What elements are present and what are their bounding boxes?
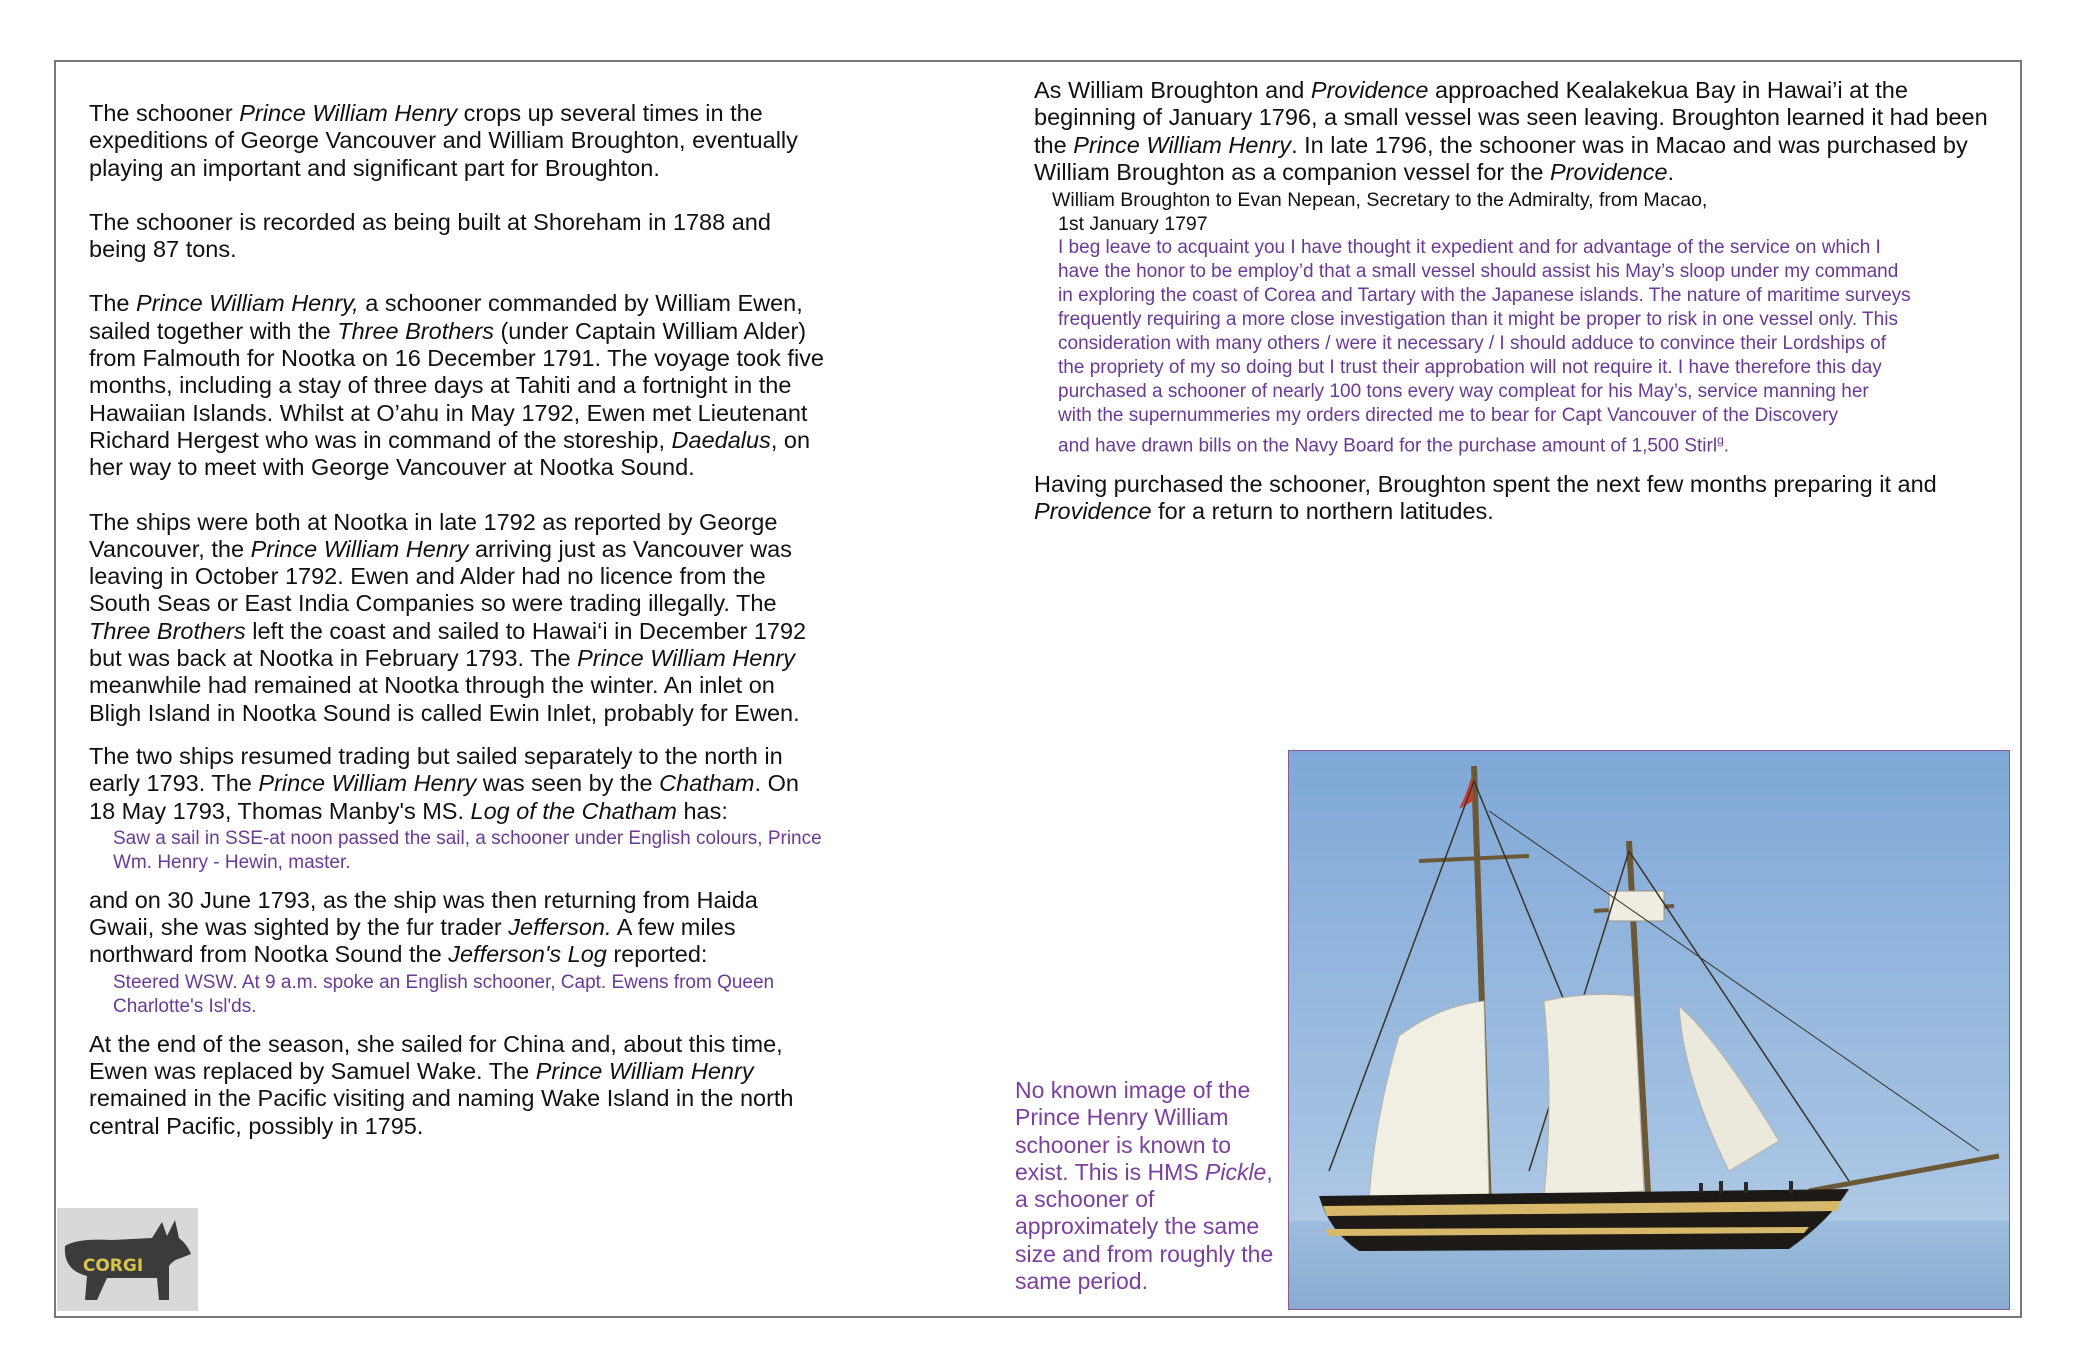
italic-text: Chatham bbox=[659, 770, 755, 797]
text-run: and on 30 June 1793, as the ship was then returning from Haida Gwaii, she was sighted by the fur trader bbox=[89, 886, 758, 941]
text-run: The bbox=[89, 290, 137, 317]
italic-text: Prince William Henry, bbox=[136, 290, 359, 317]
text-run: The schooner bbox=[89, 100, 240, 126]
text-run: for a return to northern latitudes. bbox=[1151, 497, 1494, 524]
quote-line: frequently requiring a more close investigation than it might be proper to risk in one vessel only. This bbox=[1058, 309, 1898, 331]
italic-text: Jefferson's Log bbox=[448, 941, 607, 968]
text-run: . In late 1796, the schooner was in Macao and was purchased by William Broughton as a companion vessel for the bbox=[1034, 131, 1968, 185]
quote-line: purchased a schooner of nearly 100 tons every way compleat for his May’s, service manning her bbox=[1058, 381, 1869, 403]
text-run: . bbox=[1667, 158, 1675, 185]
paragraph bbox=[89, 209, 829, 264]
image-caption bbox=[1015, 1077, 1285, 1295]
italic-text: Providence bbox=[1549, 158, 1668, 185]
italic-text: Prince William Henry bbox=[250, 535, 469, 562]
text-run: The schooner is recorded as being built at Shoreham in 1788 and being 87 tons. bbox=[89, 208, 771, 263]
quote-text: and have drawn bills on the Navy Board for the purchase amount of 1,500 Stirl bbox=[1058, 435, 1718, 457]
letter-date: 1st January 1797 bbox=[1058, 213, 1208, 236]
italic-text: Prince William Henry bbox=[239, 100, 458, 126]
text-run: arriving just as Vancouver was leaving in October 1792. Ewen and Alder had no licence from the South Seas or East India Companies so were trading illegally. The bbox=[89, 535, 792, 617]
text-run: has: bbox=[676, 797, 728, 824]
text-run: approached Kealakekua Bay in Hawai’i at the beginning of January 1796, a small vessel was seen leaving. Broughton learned it had been the bbox=[1034, 77, 1988, 158]
italic-text: Log of the Chatham bbox=[470, 797, 677, 824]
text-run: meanwhile had remained at Nootka through the winter. An inlet on Bligh Island in Nootka Sound is called Ewin Inlet, probably for Ewen. bbox=[89, 672, 800, 726]
text-run: At the end of the season, she sailed for China and, about this time, Ewen was replaced by Samuel Wake. The bbox=[89, 1030, 783, 1085]
quote-line: the propriety of my so doing but I trust their approbation will not require it. I have therefore this day bbox=[1058, 357, 1882, 379]
paragraph bbox=[89, 1031, 829, 1140]
paragraph bbox=[89, 743, 829, 825]
italic-text: Prince William Henry bbox=[1073, 131, 1292, 158]
paragraph bbox=[89, 887, 829, 969]
italic-text: Daedalus bbox=[671, 426, 771, 453]
paragraph bbox=[1034, 77, 2004, 186]
paragraph bbox=[89, 509, 829, 727]
italic-text: Pickle bbox=[1205, 1158, 1267, 1185]
text-run: a schooner commanded by William Ewen, sailed together with the bbox=[89, 290, 803, 344]
text-run: The ships were both at Nootka in late 1792 as reported by George Vancouver, the bbox=[89, 508, 778, 562]
quote-line: consideration with many others / were it necessary / I should adduce to convince their Lordships of bbox=[1058, 333, 1886, 355]
superscript: g bbox=[1717, 433, 1724, 448]
text-run: (under Captain William Alder) from Falmouth for Nootka on 16 December 1791. The voyage took five months, including a stay of three days at Tahiti and a fortnight in the Hawaiian Islands. Whilst at O’ahu in May 1792, Ewen met Lieutenant Richard Hergest who was in command of the storeship, bbox=[89, 317, 824, 453]
italic-text: Prince William Henry bbox=[535, 1058, 754, 1085]
paragraph bbox=[89, 290, 829, 481]
quote-line: I beg leave to acquaint you I have thought it expedient and for advantage of the service on which I bbox=[1058, 237, 1881, 259]
italic-text: Providence bbox=[1034, 497, 1152, 524]
italic-text: Jefferson. bbox=[508, 914, 612, 941]
text-run: reported: bbox=[606, 941, 708, 968]
letter-attribution: William Broughton to Evan Nepean, Secretary to the Admiralty, from Macao, bbox=[1052, 189, 1708, 212]
text-run: , on her way to meet with George Vancouver at Nootka Sound. bbox=[89, 426, 811, 481]
italic-text: Three Brothers bbox=[337, 317, 494, 344]
paragraph bbox=[1034, 471, 2004, 526]
log-quote: Saw a sail in SSE-at noon passed the sail, a schooner under English colours, Prince Wm. Henry - Hewin, master. bbox=[113, 827, 822, 873]
text-run: No known image of the Prince Henry William schooner is known to exist. This is HMS bbox=[1015, 1077, 1251, 1185]
quote-line: in exploring the coast of Corea and Tartary with the Japanese islands. The nature of maritime surveys bbox=[1058, 285, 1911, 307]
text-run: left the coast and sailed to Hawai‘i in December 1792 but was back at Nootka in February 1793. The bbox=[89, 617, 807, 672]
right-column bbox=[1034, 77, 2004, 525]
quote-line-last bbox=[1058, 428, 2004, 458]
quote-end: . bbox=[1723, 435, 1730, 457]
text-run: As William Broughton and bbox=[1034, 77, 1311, 103]
quote-line: with the supernummeries my orders directed me to bear for Capt Vancouver of the Discovery bbox=[1058, 405, 1839, 427]
log-quote: Steered WSW. At 9 a.m. spoke an English schooner, Capt. Ewens from Queen Charlotte's Isl'ds. bbox=[113, 971, 775, 1017]
text-run: crops up several times in the expeditions of George Vancouver and William Broughton, eventually playing an important and significant part for Broughton. bbox=[89, 100, 798, 181]
letter-quote bbox=[1058, 236, 2004, 458]
text-run: . On 18 May 1793, Thomas Manby's MS. bbox=[89, 770, 799, 824]
italic-text: Providence bbox=[1310, 77, 1429, 103]
italic-text: Prince William Henry bbox=[258, 770, 477, 797]
corgi-logo bbox=[57, 1208, 198, 1311]
text-run: was seen by the bbox=[476, 770, 660, 797]
text-run: , a schooner of approximately the same size and from roughly the same period. bbox=[1015, 1158, 1274, 1295]
ship-photo bbox=[1288, 750, 2010, 1310]
text-run: The two ships resumed trading but sailed separately to the north in early 1793. The bbox=[89, 742, 783, 797]
left-column bbox=[89, 100, 829, 1140]
italic-text: Prince William Henry bbox=[577, 645, 795, 672]
text-run: remained in the Pacific visiting and naming Wake Island in the north central Pacific, possibly in 1795. bbox=[89, 1085, 794, 1139]
logo-text: CORGI bbox=[82, 1256, 144, 1276]
paragraph bbox=[89, 100, 829, 182]
italic-text: Three Brothers bbox=[89, 617, 246, 644]
quote-line: have the honor to be employ’d that a small vessel should assist his May’s sloop under my command bbox=[1058, 261, 1899, 283]
text-run: Having purchased the schooner, Broughton spent the next few months preparing it and bbox=[1034, 470, 1937, 497]
text-run: A few miles northward from Nootka Sound the bbox=[89, 914, 736, 968]
